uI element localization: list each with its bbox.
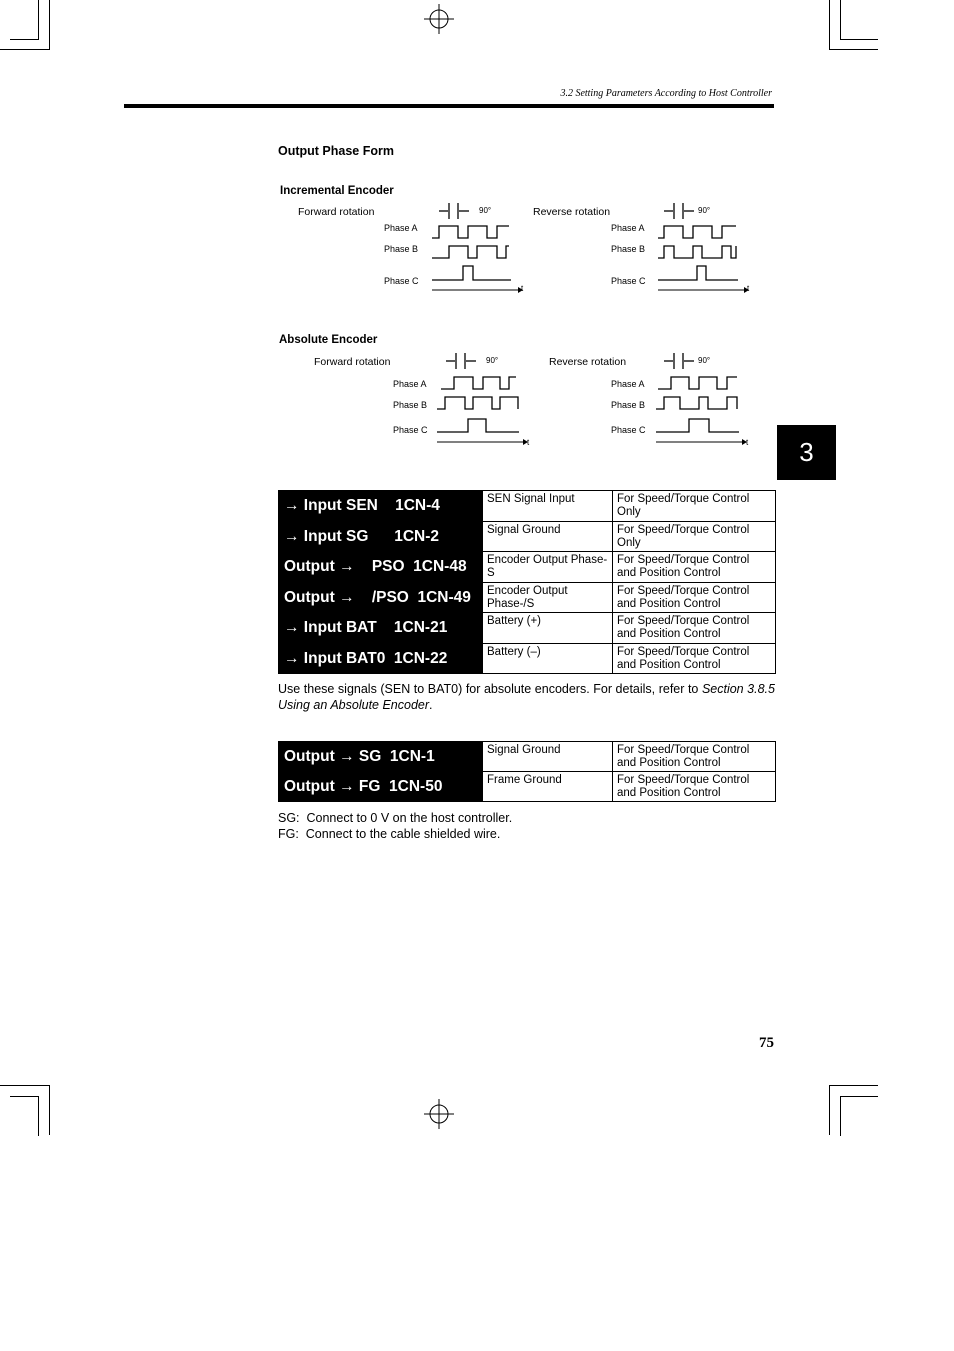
table-row (279, 522, 776, 552)
abs-rev-angle: 90° (698, 356, 711, 365)
signal-name: → Input SEN 1CN-4 (279, 491, 483, 522)
signal-name: → Input BAT0 1CN-22 (279, 644, 483, 674)
inc-reverse-label: Reverse rotation (533, 206, 611, 218)
absolute-encoder-note (278, 681, 775, 713)
signal-name: Output → FG 1CN-50 (279, 772, 483, 802)
signal-name: Output → PSO 1CN-48 (279, 552, 483, 583)
signal-table-absolute (278, 490, 776, 674)
absolute-encoder-title: Absolute Encoder (279, 334, 378, 346)
control-mode: For Speed/Torque Control and Position Control (613, 613, 776, 644)
abs-fwd-phase-a-label: Phase A (393, 379, 427, 389)
control-mode: For Speed/Torque Control Only (613, 522, 776, 552)
inc-rev-phase-a-label: Phase A (611, 223, 645, 233)
signal-name: Output → SG 1CN-1 (279, 742, 483, 772)
abs-rev-phase-b-label: Phase B (611, 400, 646, 410)
inc-fwd-phase-b-label: Phase B (384, 244, 419, 254)
control-mode: For Speed/Torque Control Only (613, 491, 776, 522)
table-row (279, 742, 776, 772)
abs-rev-time: t (746, 438, 749, 447)
abs-fwd-phase-c-label: Phase C (393, 425, 428, 435)
incremental-encoder-title: Incremental Encoder (280, 185, 394, 197)
inc-rev-time: t (747, 284, 750, 293)
signal-description: Signal Ground (483, 742, 613, 772)
table-row (279, 613, 776, 644)
signal-description: Battery (–) (483, 644, 613, 674)
table-row (279, 552, 776, 583)
section-title: Output Phase Form (278, 144, 394, 158)
signal-description: SEN Signal Input (483, 491, 613, 522)
note-end: . (429, 698, 433, 712)
signal-name: Output → /PSO 1CN-49 (279, 583, 483, 613)
abs-fwd-time: t (527, 438, 530, 447)
inc-fwd-phase-a-label: Phase A (384, 223, 418, 233)
inc-rev-phase-c-label: Phase C (611, 276, 646, 286)
signal-description: Encoder Output Phase-/S (483, 583, 613, 613)
signal-name: → Input BAT 1CN-21 (279, 613, 483, 644)
control-mode: For Speed/Torque Control and Position Control (613, 742, 776, 772)
chapter-tab: 3 (777, 425, 836, 480)
note-text: Use these signals (SEN to BAT0) for absolute encoders. For details, refer to (278, 682, 702, 696)
table-row (279, 644, 776, 674)
inc-rev-angle: 90° (698, 206, 711, 215)
header-rule (124, 104, 774, 108)
abs-forward-label: Forward rotation (314, 356, 391, 368)
abs-rev-phase-c-label: Phase C (611, 425, 646, 435)
sg-note: SG: Connect to 0 V on the host controller. (278, 811, 513, 825)
section-reference: Section 3.8.5 Using an Absolute Encoder (278, 682, 775, 712)
abs-reverse-label: Reverse rotation (549, 356, 627, 368)
control-mode: For Speed/Torque Control and Position Control (613, 772, 776, 802)
table-row (279, 772, 776, 802)
signal-table-ground (278, 741, 776, 802)
registration-mark-bottom (424, 1099, 454, 1129)
control-mode: For Speed/Torque Control and Position Control (613, 552, 776, 583)
table-row (279, 491, 776, 522)
signal-name: → Input SG 1CN-2 (279, 522, 483, 552)
inc-fwd-phase-c-label: Phase C (384, 276, 419, 286)
inc-rev-phase-b-label: Phase B (611, 244, 646, 254)
signal-description: Signal Ground (483, 522, 613, 552)
page-number: 75 (759, 1035, 774, 1051)
abs-rev-phase-a-label: Phase A (611, 379, 645, 389)
abs-fwd-angle: 90° (486, 356, 499, 365)
running-header: 3.2 Setting Parameters According to Host Controller (560, 88, 772, 99)
inc-forward-label: Forward rotation (298, 206, 375, 218)
inc-fwd-angle: 90° (479, 206, 492, 215)
fg-note: FG: Connect to the cable shielded wire. (278, 827, 501, 841)
signal-description: Encoder Output Phase-S (483, 552, 613, 583)
table-row (279, 583, 776, 613)
inc-fwd-time: t (521, 284, 524, 293)
signal-description: Frame Ground (483, 772, 613, 802)
control-mode: For Speed/Torque Control and Position Control (613, 583, 776, 613)
control-mode: For Speed/Torque Control and Position Control (613, 644, 776, 674)
abs-fwd-phase-b-label: Phase B (393, 400, 428, 410)
signal-description: Battery (+) (483, 613, 613, 644)
registration-mark-top (424, 4, 454, 34)
